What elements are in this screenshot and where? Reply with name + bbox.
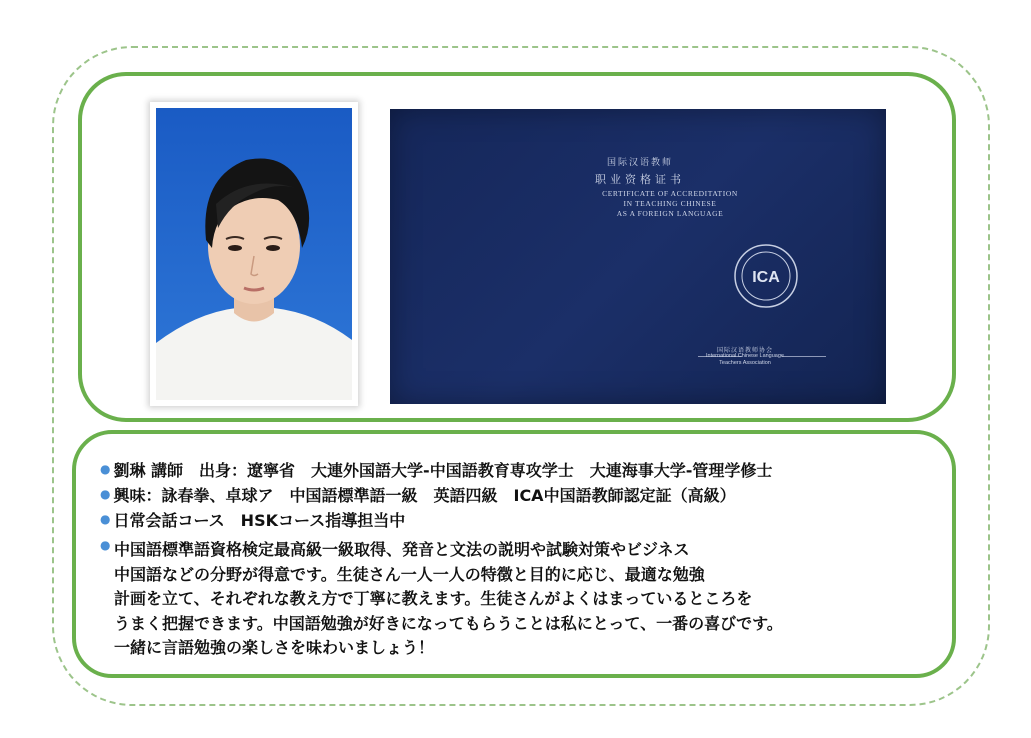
teacher-photo	[150, 102, 358, 406]
seal-text: ICA	[752, 269, 780, 286]
certificate-assoc-cn: 国际汉语教师协会	[716, 347, 773, 354]
profile-description	[114, 538, 783, 661]
description-line: うまく把握できます。中国語勉強が好きになってもらうことは私にとって、一番の喜びです。	[114, 613, 783, 633]
description-line: 一緒に言語勉強の楽しさを味わいましょう！	[114, 638, 435, 657]
certificate-title-en-1: CERTIFICATE OF ACCREDITATION	[602, 189, 738, 198]
profile-line-1: 劉琳 講師 出身：遼寧省 大連外国語大学-中国語教育専攻学士 大連海事大学-管理学修士	[113, 461, 773, 480]
certificate-title-cn: 职业资格证书	[595, 173, 685, 186]
profile-line-interests	[100, 483, 736, 507]
certificate-title-en-2: IN TEACHING CHINESE	[623, 199, 717, 208]
profile-line-origin	[100, 458, 772, 482]
bullet-icon: ●	[100, 538, 111, 552]
bullet-icon: ●	[100, 462, 111, 476]
description-line: 計画を立て、それぞれな教え方で丁寧に教えます。生徒さんがよくはまっているところを	[114, 589, 753, 608]
description-line: 中国語などの分野が得意です。生徒さん一人一人の特徴と目的に応じ、最適な勉強	[114, 564, 705, 584]
certificate-title-en-3: AS A FOREIGN LANGUAGE	[616, 209, 724, 218]
certificate-assoc-en-1: International Chinese Language	[706, 353, 784, 359]
bullet-icon: ●	[100, 487, 111, 501]
profile-line-courses	[100, 508, 405, 532]
profile-line-2: 興味：詠春拳、卓球ア 中国語標準語一級 英語四級 ICA中国語教師認定証（高級）	[113, 486, 736, 505]
description-line: 中国語標準語資格検定最高級一級取得、発音と文法の説明や試験対策やビジネス	[114, 540, 690, 559]
profile-line-3: 日常会話コース HSKコース指導担当中	[113, 511, 406, 530]
bullet-icon: ●	[100, 512, 111, 526]
certificate-org-cn: 国际汉语教师	[606, 158, 673, 168]
teacher-certificate	[390, 109, 886, 404]
certificate-assoc-en-2: Teachers Association	[719, 360, 771, 366]
ica-seal-icon	[733, 243, 799, 309]
